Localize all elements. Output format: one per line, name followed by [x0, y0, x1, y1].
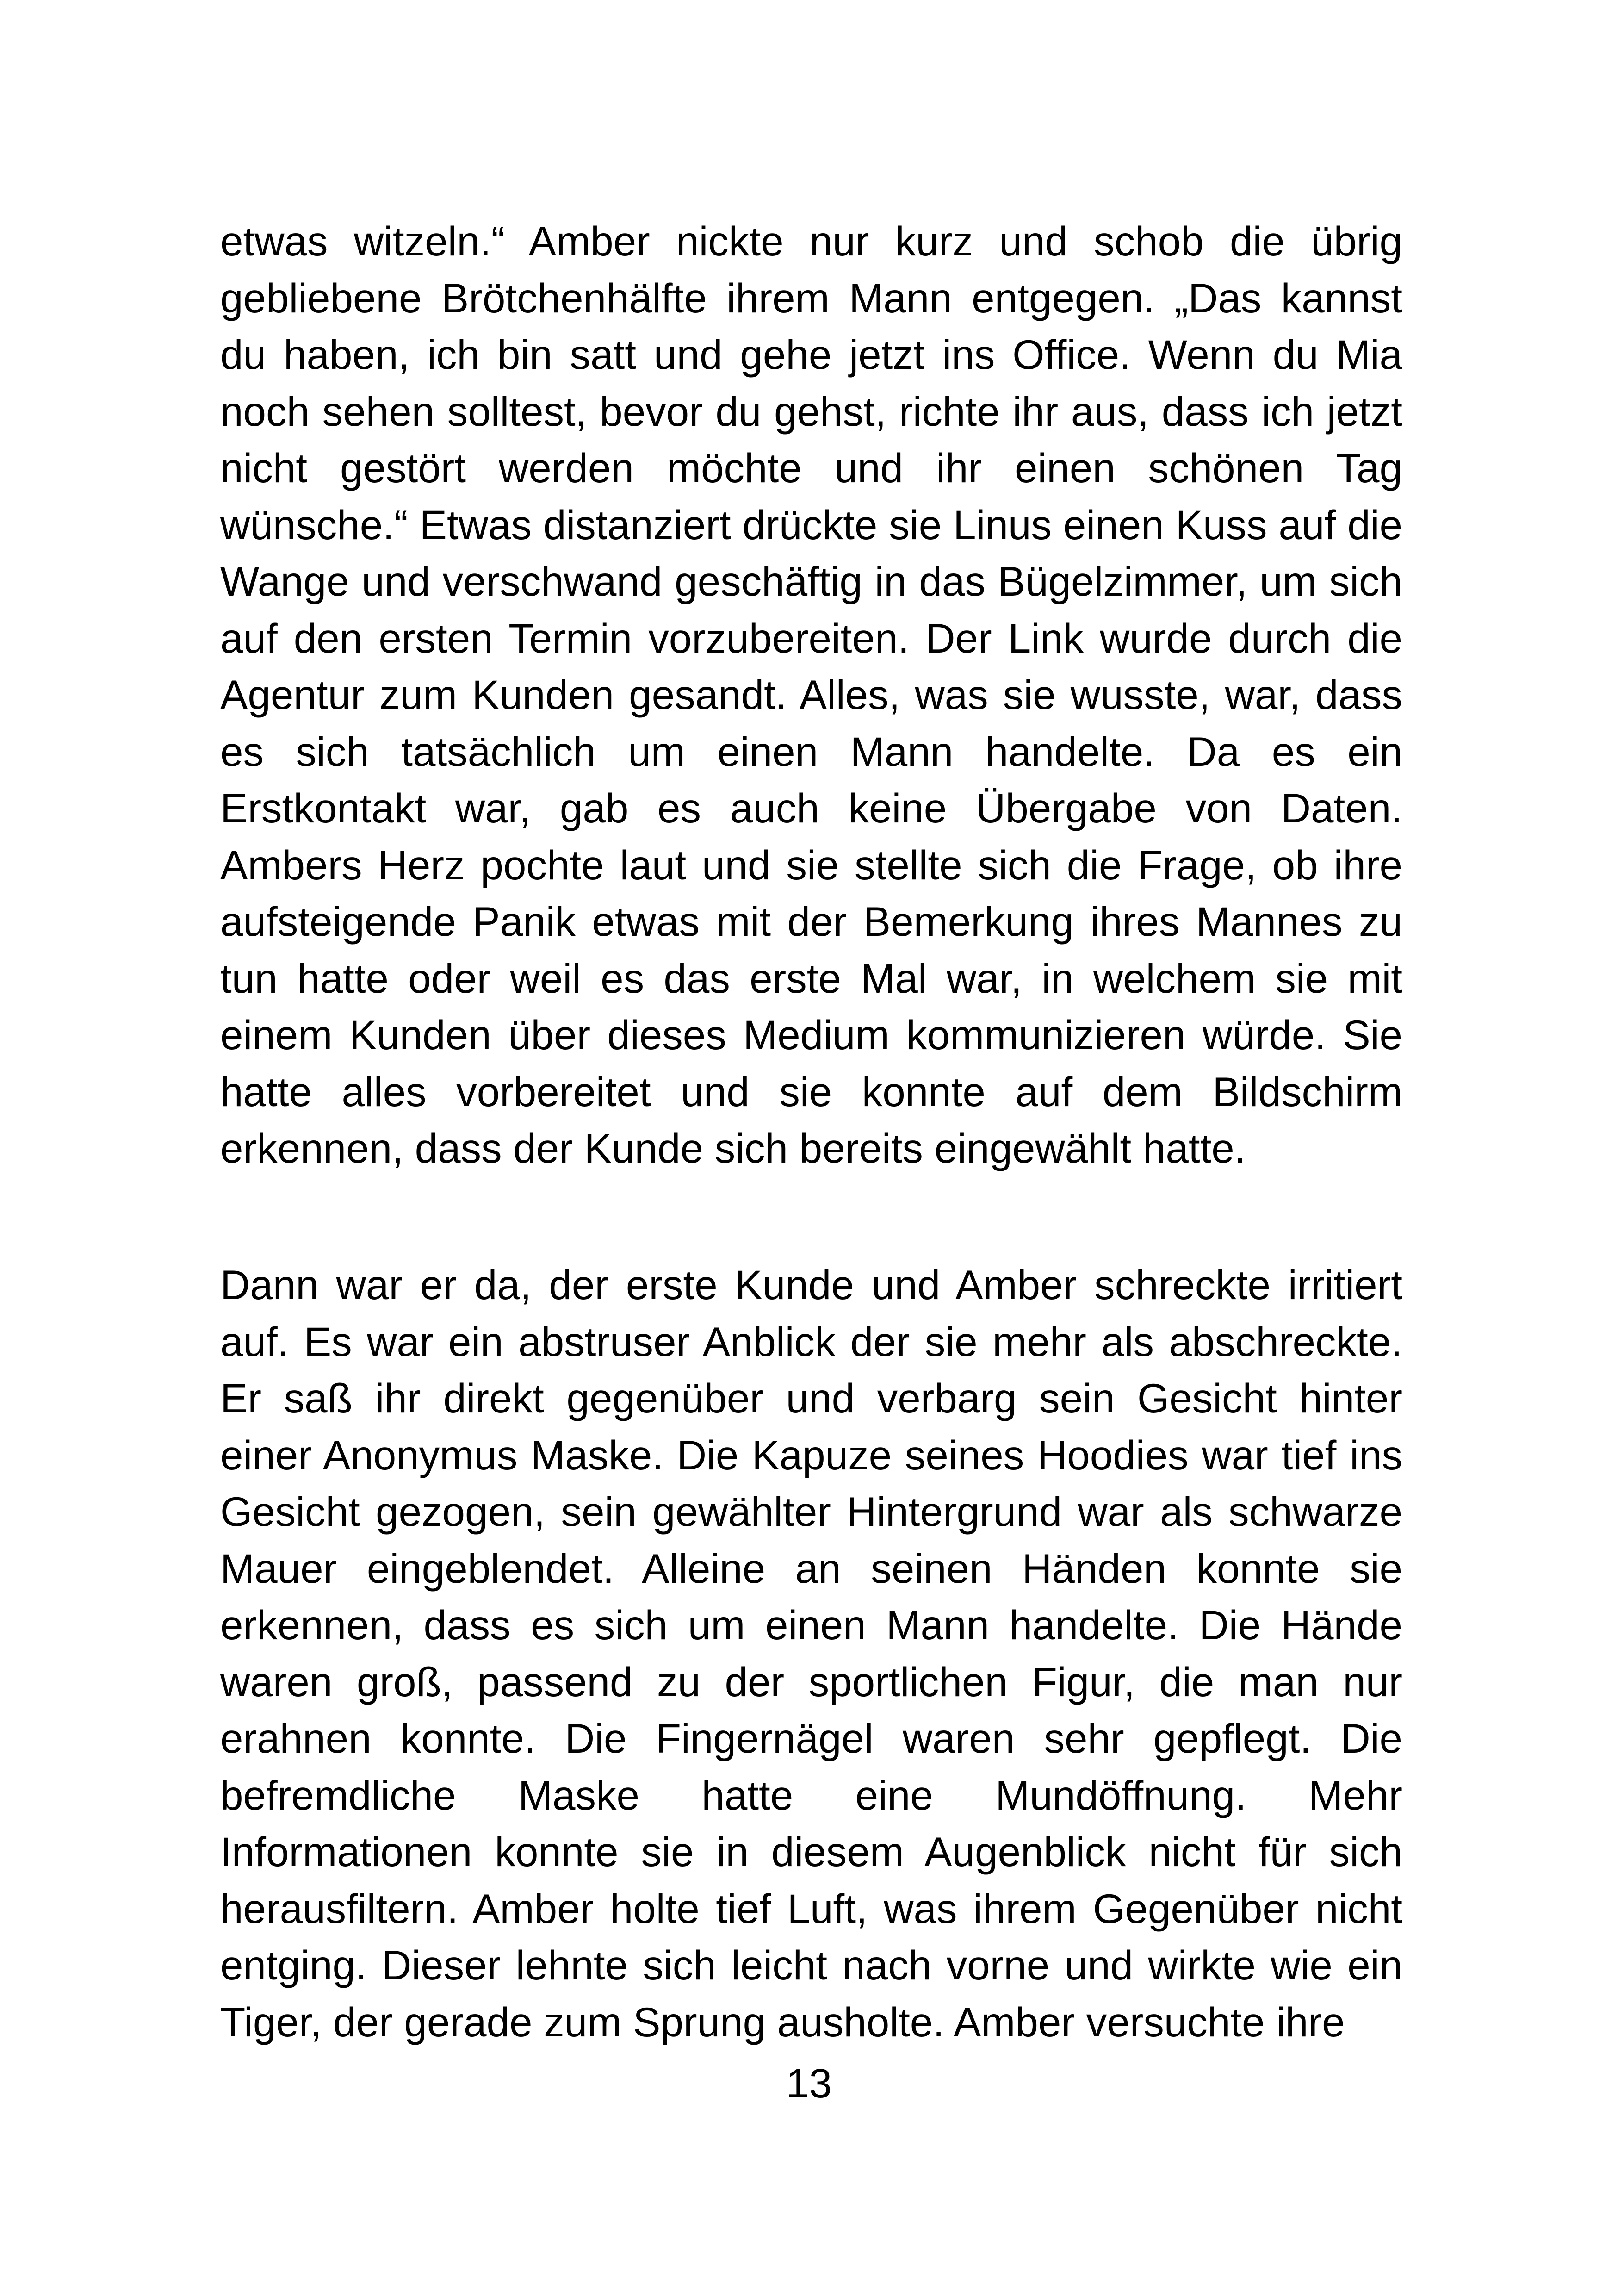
- page-number: 13: [786, 2060, 832, 2106]
- body-paragraph-1: etwas witzeln.“ Amber nickte nur kurz und schob die übrig gebliebene Brötchenhälfte ihrem Mann entgegen. „Das kannst du haben, ich bin satt und gehe jetzt ins Office. Wenn du Mia noch sehen solltest, bevor du gehst, richte ihr aus, dass ich jetzt nicht gestört werden möchte und ihr einen schönen Tag wünsche.“ Etwas distanziert drückte sie Linus einen Kuss auf die Wange und verschwand geschäftig in das Bügelzimmer, um sich auf den ersten Termin vorzubereiten. Der Link wurde durch die Agentur zum Kunden gesandt. Alles, was sie wusste, war, dass es sich tatsächlich um einen Mann handelte. Da es ein Erstkontakt war, gab es auch keine Übergabe von Daten. Ambers Herz pochte laut und sie stellte sich die Frage, ob ihre aufsteigende Panik etwas mit der Bemerkung ihres Mannes zu tun hatte oder weil es das erste Mal war, in welchem sie mit einem Kunden über dieses Medium kommunizieren würde. Sie hatte alles vorbereitet und sie konnte auf dem Bildschirm erkennen, dass der Kunde sich bereits eingewählt hatte.: [220, 218, 1402, 1171]
- body-paragraph-2: Dann war er da, der erste Kunde und Amber schreckte irritiert auf. Es war ein abstruser Anblick der sie mehr als abschreckte. Er saß ihr direkt gegenüber und verbarg sein Gesicht hinter einer Anonymus Maske. Die Kapuze seines Hoodies war tief ins Gesicht gezogen, sein gewählter Hintergrund war als schwarze Mauer eingeblendet. Alleine an seinen Händen konnte sie erkennen, dass es sich um einen Mann handelte. Die Hände waren groß, passend zu der sportlichen Figur, die man nur erahnen konnte. Die Fingernägel waren sehr gepflegt. Die befremdliche Maske hatte eine Mundöffnung. Mehr Informationen konnte sie in diesem Augenblick nicht für sich herausfiltern. Amber holte tief Luft, was ihrem Gegenüber nicht entging. Dieser lehnte sich leicht nach vorne und wirkte wie ein Tiger, der gerade zum Sprung ausholte. Amber versuchte ihre: [220, 1262, 1402, 2045]
